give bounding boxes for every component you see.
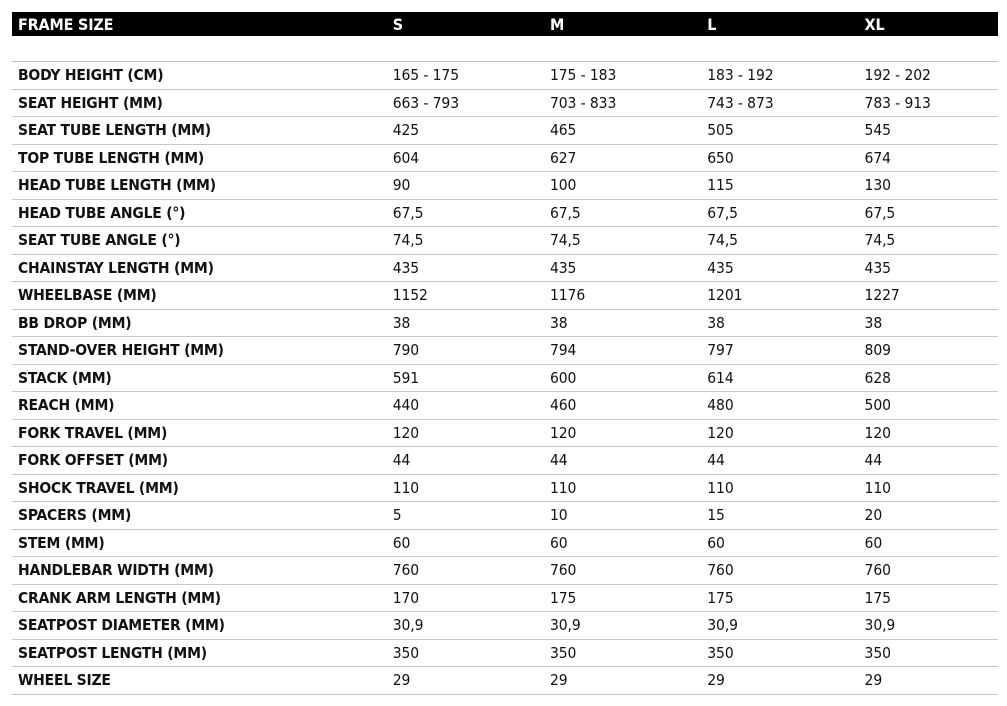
value-size-s: 29 [392,671,411,690]
value-size-xl: 809 [864,341,891,360]
value-size-xl: 130 [864,176,891,195]
value-size-s: 90 [392,176,411,195]
value-size-l: 60 [707,533,725,552]
value-size-s: 38 [392,313,411,332]
table-body [12,62,998,695]
table-row [12,145,998,173]
value-size-l: 30,9 [707,616,738,635]
value-size-s: 67,5 [392,203,424,222]
table-row [12,117,998,145]
value-size-s: 60 [392,533,411,552]
row-label: HANDLEBAR WIDTH (MM) [18,561,214,580]
table-row [12,337,998,365]
table-row [12,227,998,255]
value-size-l: 760 [707,561,734,580]
value-size-m: 465 [550,121,577,140]
value-size-l: 350 [707,643,734,662]
row-label: SEATPOST DIAMETER (MM) [18,616,225,635]
value-size-s: 1152 [392,286,428,305]
value-size-l: 1201 [707,286,743,305]
value-size-m: 44 [550,451,568,470]
value-size-s: 30,9 [392,616,424,635]
value-size-l: 183 - 192 [707,66,774,85]
value-size-s: 165 - 175 [392,66,459,85]
value-size-m: 760 [550,561,577,580]
value-size-l: 29 [707,671,725,690]
table-row [12,585,998,613]
header-size-s: S [392,14,404,34]
value-size-xl: 674 [864,148,891,167]
value-size-m: 120 [550,423,577,442]
value-size-m: 30,9 [550,616,581,635]
table-row [12,557,998,585]
table-row [12,255,998,283]
value-size-m: 1176 [550,286,586,305]
value-size-xl: 110 [864,478,891,497]
row-label: SEAT TUBE ANGLE (°) [18,231,181,250]
row-label: TOP TUBE LENGTH (MM) [18,148,205,167]
value-size-s: 170 [392,588,420,607]
row-label: STAND-OVER HEIGHT (MM) [18,341,224,360]
value-size-s: 425 [392,121,420,140]
row-label: HEAD TUBE ANGLE (°) [18,203,186,222]
value-size-s: 120 [392,423,420,442]
value-size-xl: 192 - 202 [864,66,931,85]
table-row [12,447,998,475]
value-size-xl: 783 - 913 [864,93,931,112]
value-size-l: 38 [707,313,725,332]
table-row [12,667,998,695]
header-size-m: M [550,14,565,34]
value-size-s: 435 [392,258,420,277]
value-size-s: 591 [392,368,420,387]
value-size-m: 794 [550,341,577,360]
value-size-xl: 20 [864,506,883,525]
value-size-l: 15 [707,506,725,525]
value-size-m: 175 [550,588,577,607]
value-size-l: 505 [707,121,734,140]
row-label: BODY HEIGHT (CM) [18,66,164,85]
value-size-m: 627 [550,148,577,167]
table-row [12,310,998,338]
header-frame-size-label: FRAME SIZE [18,14,114,34]
value-size-l: 74,5 [707,231,738,250]
table-row [12,200,998,228]
table-row [12,62,998,90]
row-label: SEAT TUBE LENGTH (MM) [18,121,211,140]
value-size-m: 435 [550,258,577,277]
value-size-s: 663 - 793 [392,93,459,112]
value-size-l: 120 [707,423,734,442]
row-label: FORK TRAVEL (MM) [18,423,168,442]
value-size-xl: 628 [864,368,891,387]
table-row [12,640,998,668]
value-size-l: 175 [707,588,734,607]
value-size-xl: 435 [864,258,891,277]
value-size-s: 350 [392,643,420,662]
value-size-m: 110 [550,478,577,497]
value-size-xl: 1227 [864,286,900,305]
value-size-s: 110 [392,478,420,497]
value-size-xl: 38 [864,313,883,332]
row-label: SHOCK TRAVEL (MM) [18,478,179,497]
value-size-l: 614 [707,368,734,387]
table-row [12,90,998,118]
table-row [12,612,998,640]
value-size-m: 350 [550,643,577,662]
value-size-s: 604 [392,148,420,167]
value-size-m: 175 - 183 [550,66,617,85]
table-row [12,282,998,310]
value-size-m: 460 [550,396,577,415]
value-size-m: 38 [550,313,568,332]
value-size-l: 480 [707,396,734,415]
row-label: SEAT HEIGHT (MM) [18,93,163,112]
value-size-l: 435 [707,258,734,277]
value-size-xl: 44 [864,451,883,470]
value-size-s: 44 [392,451,411,470]
row-label: WHEELBASE (MM) [18,286,157,305]
value-size-m: 100 [550,176,577,195]
value-size-l: 67,5 [707,203,738,222]
table-row [12,530,998,558]
header-size-l: L [707,14,717,34]
value-size-xl: 30,9 [864,616,896,635]
geometry-table [12,12,998,695]
row-label: CHAINSTAY LENGTH (MM) [18,258,214,277]
value-size-xl: 545 [864,121,891,140]
value-size-l: 110 [707,478,734,497]
table-row [12,172,998,200]
row-label: FORK OFFSET (MM) [18,451,168,470]
row-label: SPACERS (MM) [18,506,132,525]
table-row [12,475,998,503]
value-size-s: 760 [392,561,420,580]
row-label: WHEEL SIZE [18,671,111,690]
value-size-xl: 74,5 [864,231,896,250]
value-size-l: 44 [707,451,725,470]
value-size-l: 743 - 873 [707,93,774,112]
value-size-s: 790 [392,341,420,360]
row-label: CRANK ARM LENGTH (MM) [18,588,221,607]
row-label: STACK (MM) [18,368,112,387]
value-size-s: 440 [392,396,420,415]
value-size-xl: 67,5 [864,203,896,222]
value-size-s: 74,5 [392,231,424,250]
value-size-xl: 175 [864,588,891,607]
value-size-m: 703 - 833 [550,93,617,112]
value-size-l: 650 [707,148,734,167]
row-label: BB DROP (MM) [18,313,132,332]
value-size-xl: 60 [864,533,883,552]
value-size-xl: 760 [864,561,891,580]
table-row [12,420,998,448]
value-size-xl: 120 [864,423,891,442]
value-size-xl: 350 [864,643,891,662]
row-label: SEATPOST LENGTH (MM) [18,643,207,662]
value-size-m: 74,5 [550,231,581,250]
value-size-m: 67,5 [550,203,581,222]
table-row [12,365,998,393]
value-size-l: 115 [707,176,734,195]
table-header-row [12,12,998,36]
value-size-m: 60 [550,533,568,552]
row-label: REACH (MM) [18,396,115,415]
value-size-xl: 29 [864,671,883,690]
header-spacer [12,36,998,62]
value-size-m: 29 [550,671,568,690]
value-size-m: 600 [550,368,577,387]
table-row [12,392,998,420]
value-size-m: 10 [550,506,568,525]
row-label: STEM (MM) [18,533,105,552]
header-size-xl: XL [864,14,885,34]
value-size-l: 797 [707,341,734,360]
row-label: HEAD TUBE LENGTH (MM) [18,176,216,195]
table-row [12,502,998,530]
value-size-s: 5 [392,506,402,525]
value-size-xl: 500 [864,396,891,415]
